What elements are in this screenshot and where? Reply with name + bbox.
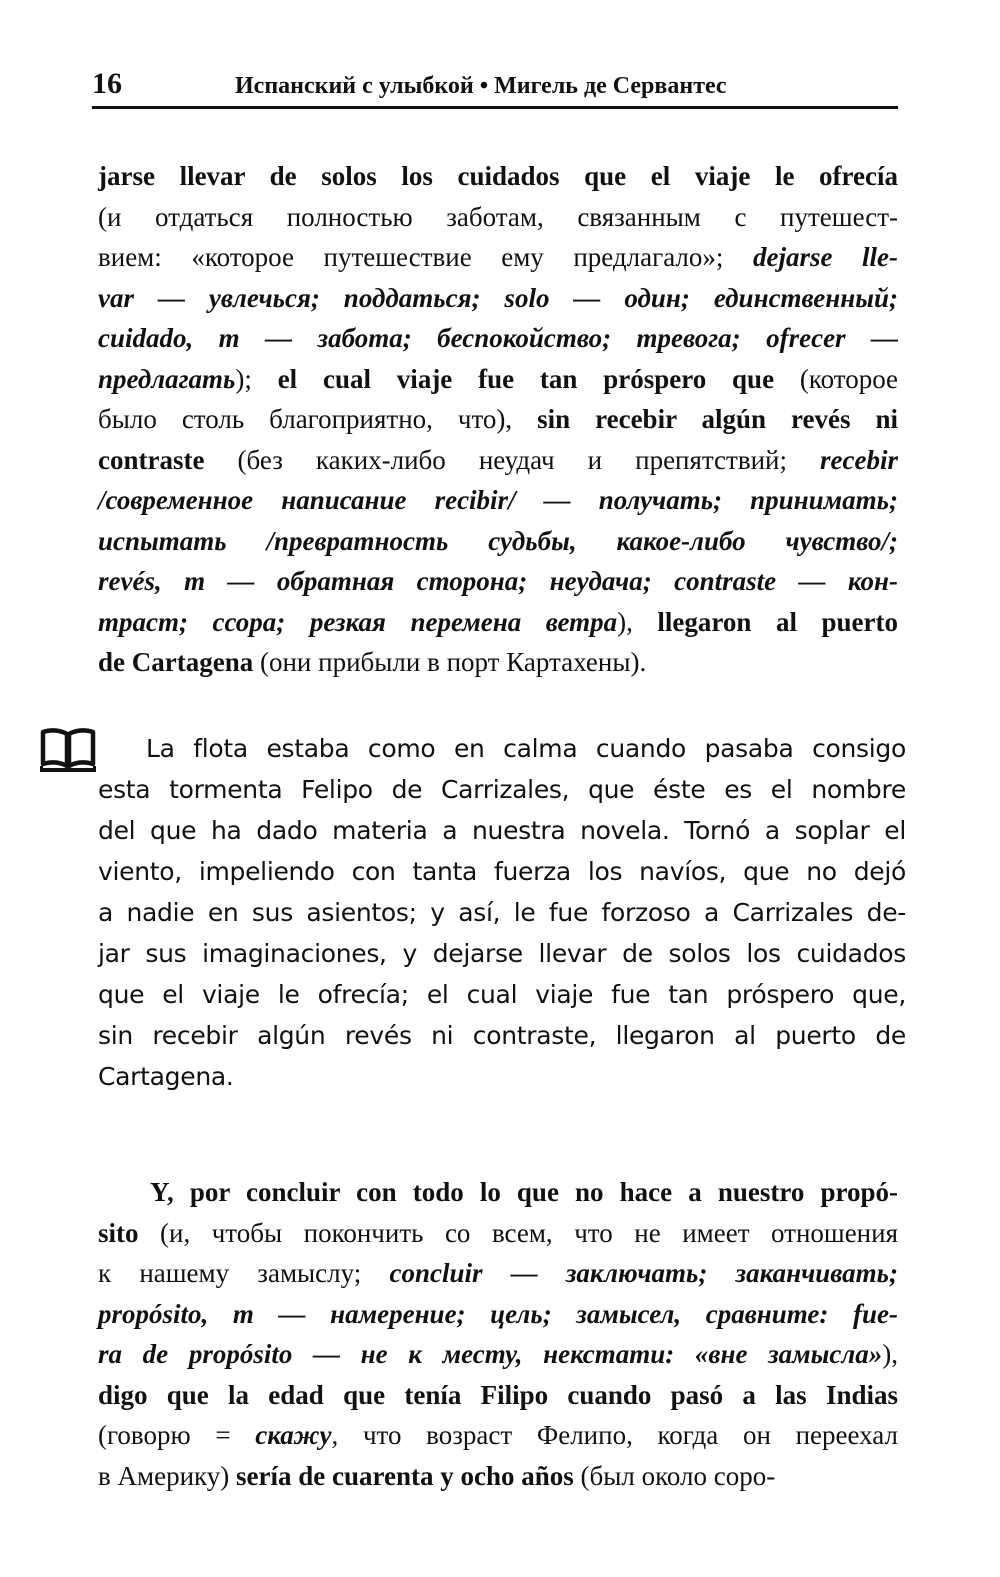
page-number: 16 <box>92 67 122 100</box>
text-line <box>98 1213 898 1254</box>
gloss-text: /современное написание recibir/ — получать; принимать; <box>98 485 898 515</box>
translation-text: ), <box>617 606 658 637</box>
spanish-phrase: sito <box>98 1217 139 1248</box>
spanish-phrase: el cual viaje fue tan próspero que <box>277 363 775 394</box>
text-line <box>98 156 898 197</box>
original-excerpt <box>98 728 906 1097</box>
text-line <box>98 1253 898 1294</box>
text-line <box>98 278 898 319</box>
text-line <box>98 1294 898 1335</box>
spanish-phrase: jarse llevar de solos los cuidados que el viaje le ofrecía <box>98 161 898 191</box>
excerpt-line: a nadie en sus asientos; y así, le fue forzoso a Carrizales de- <box>98 898 906 927</box>
text-line <box>98 561 898 602</box>
excerpt-line: jar sus imaginaciones, y dejarse llevar de solos los cuidados <box>98 939 906 968</box>
gloss-text: cuidado, m — забота; беспокойство; тревога; ofrecer — <box>98 323 898 353</box>
gloss-text: dejarse lle- <box>752 242 898 272</box>
gloss-text: propósito, m — намерение; цель; замысел, сравните: fue- <box>98 1298 898 1329</box>
text-line <box>98 1415 898 1456</box>
gloss-text: ra de propósito — не к месту, некстати: «вне замысла» <box>98 1339 883 1369</box>
commentary-paragraph-1 <box>98 156 898 683</box>
translation-text: (был около соро- <box>573 1460 776 1491</box>
gloss-text: var — увлечься; поддаться; solo — один; единственный; <box>98 282 898 313</box>
translation-text: ); <box>235 363 278 394</box>
translation-text: (говорю = <box>98 1420 256 1450</box>
spanish-phrase: sin recebir algún revés ni <box>537 404 899 434</box>
translation-text: (без каких-либо неудач и препятствий; <box>204 444 821 475</box>
text-line <box>98 237 898 278</box>
gloss-text: испытать /превратность судьбы, какое-либо чувство/; <box>98 525 898 556</box>
gloss-text: предлагать <box>98 363 236 394</box>
translation-text: , что возраст Фелипо, когда он переехал <box>331 1420 898 1450</box>
excerpt-line: esta tormenta Felipo de Carrizales, que éste es el nombre <box>98 775 906 804</box>
text-line <box>98 1334 898 1375</box>
gloss-text: revés, m — обратная сторона; неудача; contraste — кон- <box>98 566 898 596</box>
spanish-phrase: de Cartagena <box>98 647 254 677</box>
spanish-phrase: digo que la edad que tenía Filipo cuando pasó a las Indias <box>98 1379 898 1410</box>
translation-text: вием: «которое путешествие ему предлагало»; <box>98 242 753 272</box>
spanish-phrase: llegaron al puerto <box>657 606 898 637</box>
running-head: Испанский с улыбкой • Мигель де Сервантес <box>235 73 727 99</box>
text-line <box>98 440 898 481</box>
text-line <box>98 399 898 440</box>
gloss-text: траст; ссора; резкая перемена ветра <box>98 606 618 637</box>
text-line <box>98 359 898 400</box>
gloss-text: recebir <box>820 444 898 475</box>
text-line <box>98 602 898 643</box>
text-line <box>98 318 898 359</box>
text-line <box>98 521 898 562</box>
text-line <box>98 1172 898 1213</box>
spanish-phrase: Y, por concluir con todo lo que no hace a nuestro propó- <box>150 1177 898 1207</box>
text-line <box>98 1375 898 1416</box>
translation-text: ), <box>882 1339 898 1369</box>
translation-text: к нашему замыслу; <box>98 1258 390 1288</box>
header-rule <box>92 106 898 109</box>
translation-text: было столь благоприятно, что), <box>98 404 538 434</box>
gloss-text: скажу <box>255 1420 332 1450</box>
spanish-phrase: contraste <box>98 444 205 475</box>
translation-text: (и отдаться полностью заботам, связанным с путешест- <box>98 201 898 232</box>
translation-text: (и, чтобы покончить со всем, что не имеет отношения <box>138 1217 898 1248</box>
text-line <box>98 480 898 521</box>
excerpt-line: La flota estaba como en calma cuando pasaba consigo <box>146 734 906 763</box>
translation-text: (они прибыли в порт Картахены). <box>253 647 647 677</box>
text-line <box>98 642 898 683</box>
book-icon <box>40 728 96 772</box>
spanish-phrase: sería de cuarenta y ocho años <box>236 1460 574 1491</box>
gloss-text: concluir — заключать; заканчивать; <box>389 1258 898 1288</box>
page-header <box>92 62 898 110</box>
text-line <box>98 197 898 238</box>
excerpt-line: Cartagena. <box>98 1062 234 1091</box>
translation-text: в Америку) <box>98 1460 236 1491</box>
text-line <box>98 1456 898 1497</box>
excerpt-line: viento, impeliendo con tanta fuerza los navíos, que no dejó <box>98 857 906 886</box>
commentary-paragraph-2 <box>98 1172 898 1496</box>
excerpt-line: del que ha dado materia a nuestra novela. Tornó a soplar el <box>98 816 906 845</box>
excerpt-line: sin recebir algún revés ni contraste, llegaron al puerto de <box>98 1021 906 1050</box>
translation-text: (которое <box>774 363 899 394</box>
excerpt-line: que el viaje le ofrecía; el cual viaje fue tan próspero que, <box>98 980 906 1009</box>
